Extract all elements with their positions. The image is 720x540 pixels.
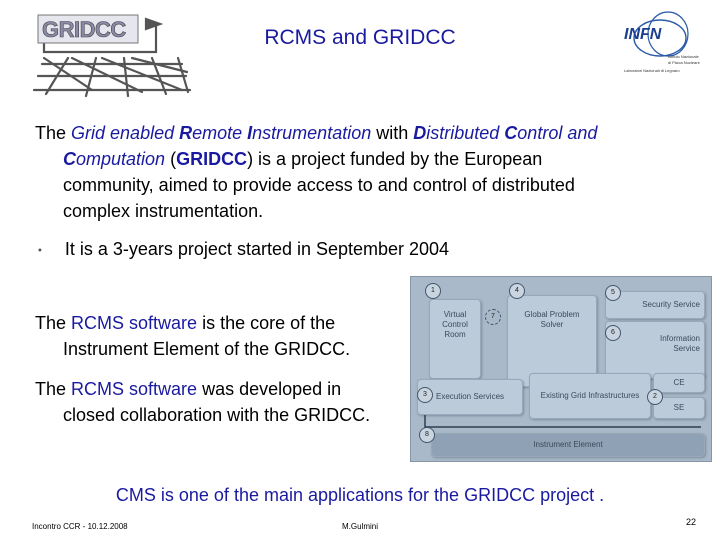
bullet-text: It is a 3-years project started in September 2004 <box>64 239 450 259</box>
diagram-num-7: 7 <box>485 309 501 325</box>
intro-line-3: community, aimed to provide access to and control of distributed <box>63 175 575 195</box>
gridcc-logo-text: GRIDCC <box>42 17 126 42</box>
infn-letters: INFN <box>624 26 662 43</box>
se-box: SE <box>653 397 705 419</box>
diagram-num-1: 1 <box>425 283 441 299</box>
slide-title: RCMS and GRIDCC <box>264 26 456 49</box>
execution-services-box: Execution Services <box>417 379 523 415</box>
bullet-item <box>38 236 449 263</box>
intro-line-1: The Grid enabled Remote Instrumentation with Distributed Control and <box>35 123 598 143</box>
rcms-collab-paragraph: The RCMS software was developed in closed collaboration with the GRIDCC. <box>35 379 371 425</box>
rcms-core-paragraph: The RCMS software is the core of the Instrument Element of the GRIDCC. <box>35 313 351 359</box>
ce-box: CE <box>653 373 705 393</box>
global-problem-solver-box: Global Problem Solver <box>507 295 597 387</box>
cms-application-line: CMS is one of the main applications for the GRIDCC project . <box>115 485 605 505</box>
footer-author: M.Gulmini <box>342 522 379 531</box>
infn-logo <box>620 8 712 76</box>
intro-line-2: Computation (GRIDCC) is a project funded by the European <box>63 149 543 169</box>
diagram-num-4: 4 <box>509 283 525 299</box>
diagram-num-6: 6 <box>605 325 621 341</box>
diagram-num-8: 8 <box>419 427 435 443</box>
existing-grid-box: Existing Grid Infrastructures <box>529 373 651 419</box>
intro-line-4: complex instrumentation. <box>63 201 264 221</box>
infn-line3: Laboratori Nazionali di Legnaro <box>624 68 680 73</box>
diagram-num-2: 2 <box>647 389 663 405</box>
infn-line2: di Fisica Nucleare <box>668 60 700 65</box>
information-service-box: Information Service <box>605 321 705 379</box>
page-number: 22 <box>686 517 697 527</box>
intro-paragraph <box>35 120 695 224</box>
diagram-num-5: 5 <box>605 285 621 301</box>
virtual-control-room-box: Virtual Control Room <box>429 299 481 379</box>
bullet-mark: • <box>38 244 42 257</box>
infn-line1: Istituto Nazionale <box>668 54 699 59</box>
footer-event: Incontro CCR - 10.12.2008 <box>32 522 128 531</box>
gridcc-architecture-diagram <box>410 276 712 462</box>
security-service-box: Security Service <box>605 291 705 319</box>
instrument-element-box: Instrument Element <box>431 433 705 457</box>
diagram-num-3: 3 <box>417 387 433 403</box>
